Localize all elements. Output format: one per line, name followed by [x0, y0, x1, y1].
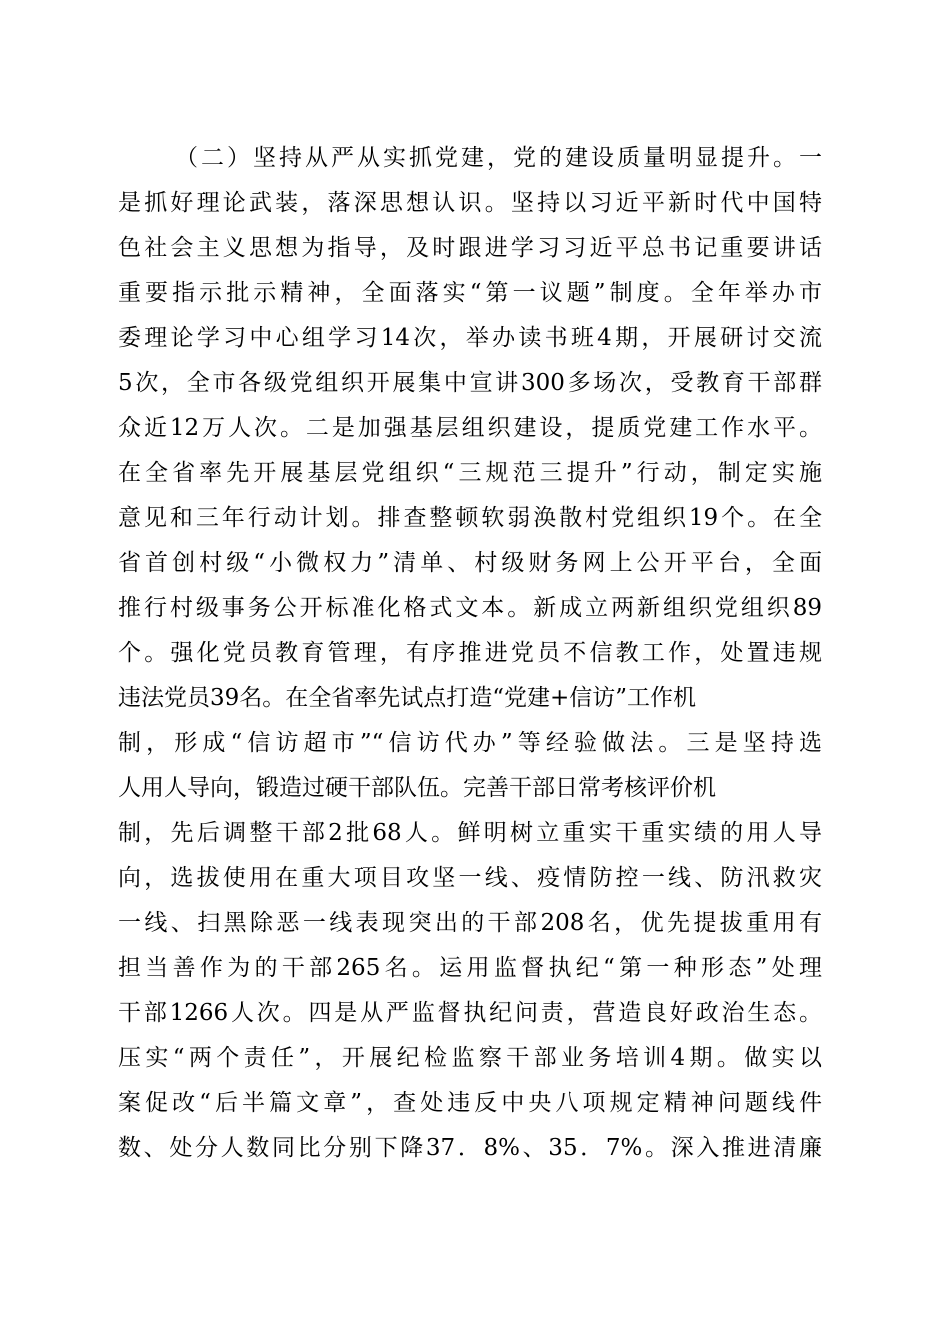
paragraph-line: 制，先后调整干部2批68人。鲜明树立重实干重实绩的用人导 [118, 820, 822, 846]
paragraph-line: 委理论学习中心组学习14次，举办读书班4期，开展研讨交流 [118, 325, 822, 351]
paragraph-line: 省首创村级“小微权力”清单、村级财务网上公开平台，全面 [118, 550, 822, 576]
document-body [118, 136, 822, 1171]
paragraph-line: 是抓好理论武装，落深思想认识。坚持以习近平新时代中国特 [118, 190, 822, 216]
paragraph-line: 违法党员39名。在全省率先试点打造“党建+信访”工作机 [118, 685, 697, 711]
paragraph-line: 担当善作为的干部265名。运用监督执纪“第一种形态”处理 [118, 955, 822, 981]
paragraph-line: 5次，全市各级党组织开展集中宣讲300多场次，受教育干部群 [118, 370, 822, 396]
paragraph-line: 个。强化党员教育管理，有序推进党员不信教工作，处置违规 [118, 640, 822, 666]
paragraph-line: 压实“两个责任”，开展纪检监察干部业务培训4期。做实以 [118, 1045, 822, 1071]
paragraph-line: 干部1266人次。四是从严监督执纪问责，营造良好政治生态。 [118, 1000, 822, 1026]
paragraph-line: 意见和三年行动计划。排查整顿软弱涣散村党组织19个。在全 [118, 505, 822, 531]
paragraph-line: 推行村级事务公开标准化格式文本。新成立两新组织党组织89 [118, 595, 822, 621]
paragraph-line: 众近12万人次。二是加强基层组织建设，提质党建工作水平。 [118, 415, 822, 441]
section-heading-line: （二）坚持从严从实抓党建，党的建设质量明显提升。一 [175, 145, 822, 171]
paragraph-line: 人用人导向，锻造过硬干部队伍。完善干部日常考核评价机 [118, 775, 716, 801]
paragraph-line: 在全省率先开展基层党组织“三规范三提升”行动，制定实施 [118, 460, 822, 486]
paragraph-line: 制，形成“信访超市”“信访代办”等经验做法。三是坚持选 [118, 730, 822, 756]
paragraph-line: 一线、扫黑除恶一线表现突出的干部208名，优先提拔重用有 [118, 910, 822, 936]
paragraph-line: 数、处分人数同比分别下降37．8%、35．7%。深入推进清廉 [118, 1135, 822, 1161]
paragraph-line: 重要指示批示精神，全面落实“第一议题”制度。全年举办市 [118, 280, 822, 306]
paragraph-line: 色社会主义思想为指导，及时跟进学习习近平总书记重要讲话 [118, 235, 822, 261]
paragraph-line: 向，选拔使用在重大项目攻坚一线、疫情防控一线、防汛救灾 [118, 865, 822, 891]
paragraph-line: 案促改“后半篇文章”，查处违反中央八项规定精神问题线件 [118, 1090, 822, 1116]
